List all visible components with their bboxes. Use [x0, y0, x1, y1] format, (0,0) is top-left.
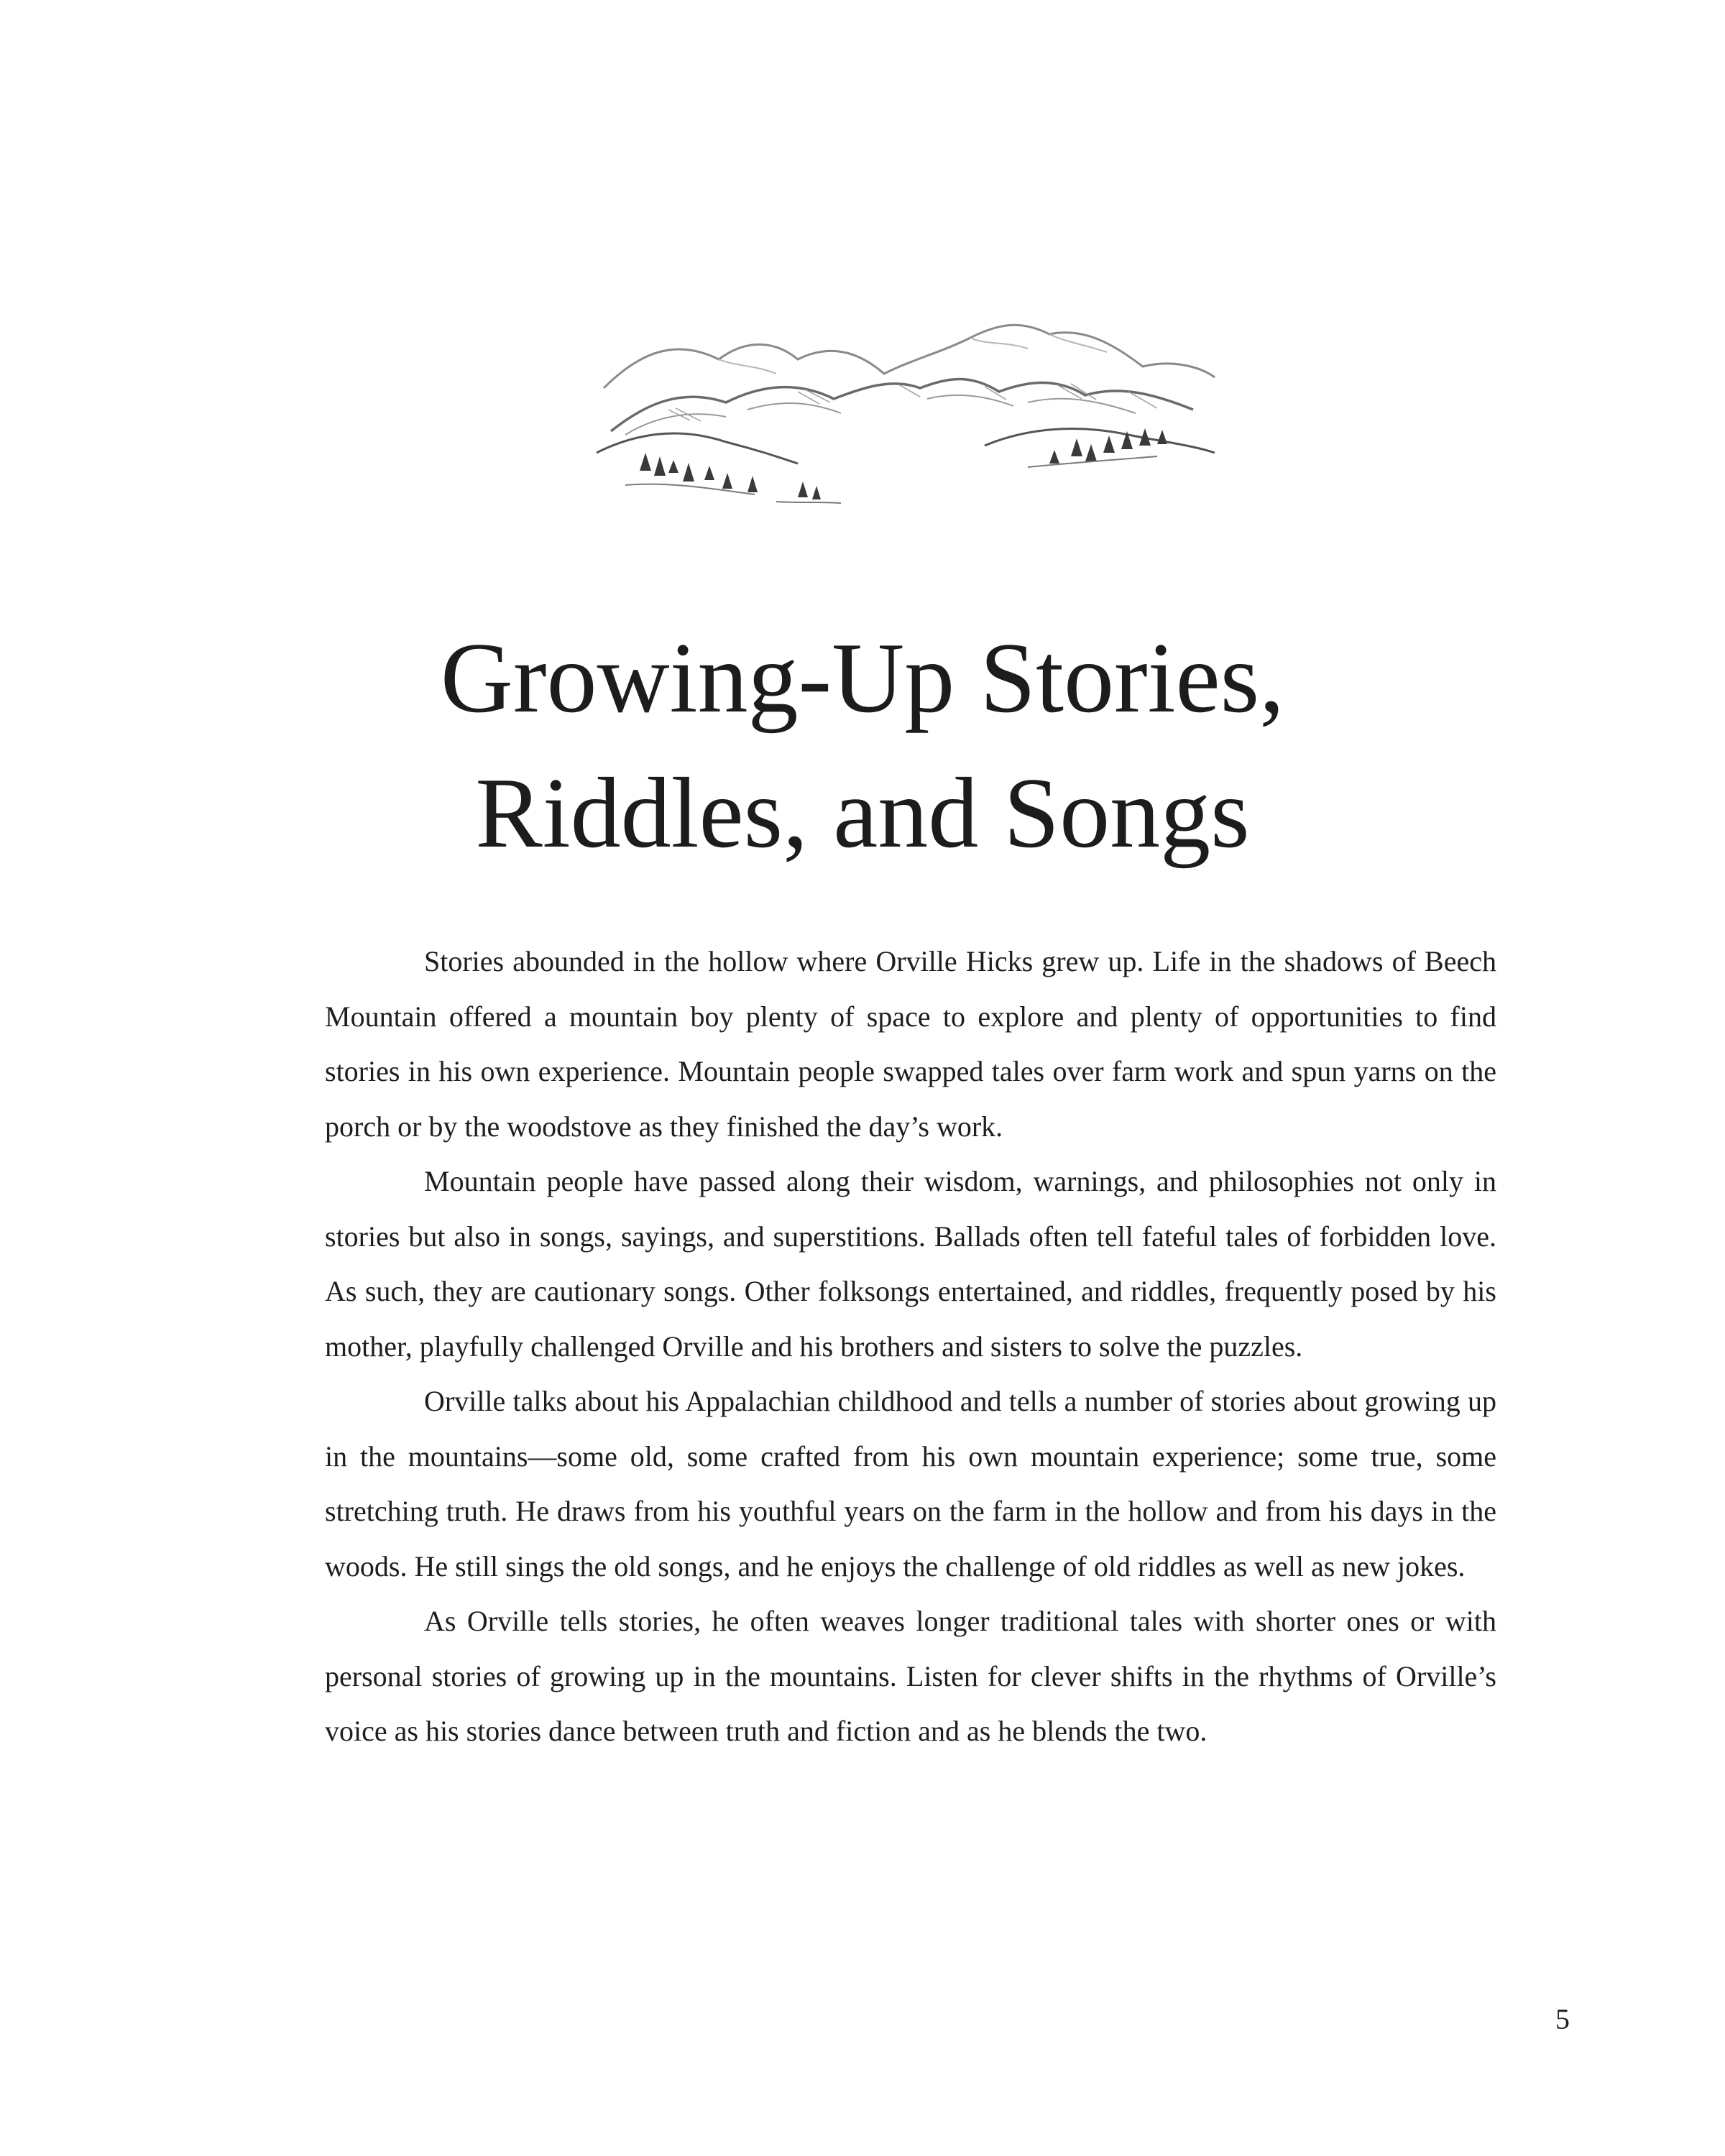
chapter-title-line-1: Growing-Up Stories,	[440, 622, 1285, 734]
chapter-title-line-2: Riddles, and Songs	[475, 757, 1250, 869]
mountain-illustration	[582, 309, 1229, 517]
paragraph: As Orville tells stories, he often weaves longer traditional tales with shorter ones or with personal stories of growing up in the mountains. Listen for clever shifts in the rhythms of Orville’s voice as his stories dance between truth and fiction and as he blends the two.	[325, 1605, 1496, 1747]
paragraph: Stories abounded in the hollow where Orville Hicks grew up. Life in the shadows of Beech Mountain offered a mountain boy plenty of space to explore and plenty of opportunities to find stories in his own experience. Mountain people swapped tales over farm work and spun yarns on the porch or by the woodstove as they finished the day’s work.	[325, 945, 1496, 1143]
paragraph: Mountain people have passed along their wisdom, warnings, and philosophies not only in stories but also in songs, sayings, and superstitions. Ballads often tell fateful tales of forbidden love. As such, they are cautionary songs. Other folksongs entertained, and riddles, frequently posed by his mother, playfully challenged Orville and his brothers and sisters to solve the puzzles.	[325, 1165, 1496, 1363]
page-number: 5	[1555, 2003, 1570, 2035]
body-text	[325, 934, 1496, 1759]
paragraph: Orville talks about his Appalachian childhood and tells a number of stories about growing up in the mountains—some old, some crafted from his own mountain experience; some true, some stretching truth. He draws from his youthful years on the farm in the hollow and from his days in the woods. He still sings the old songs, and he enjoys the challenge of old riddles as well as new jokes.	[325, 1385, 1496, 1583]
chapter-title	[0, 611, 1725, 881]
